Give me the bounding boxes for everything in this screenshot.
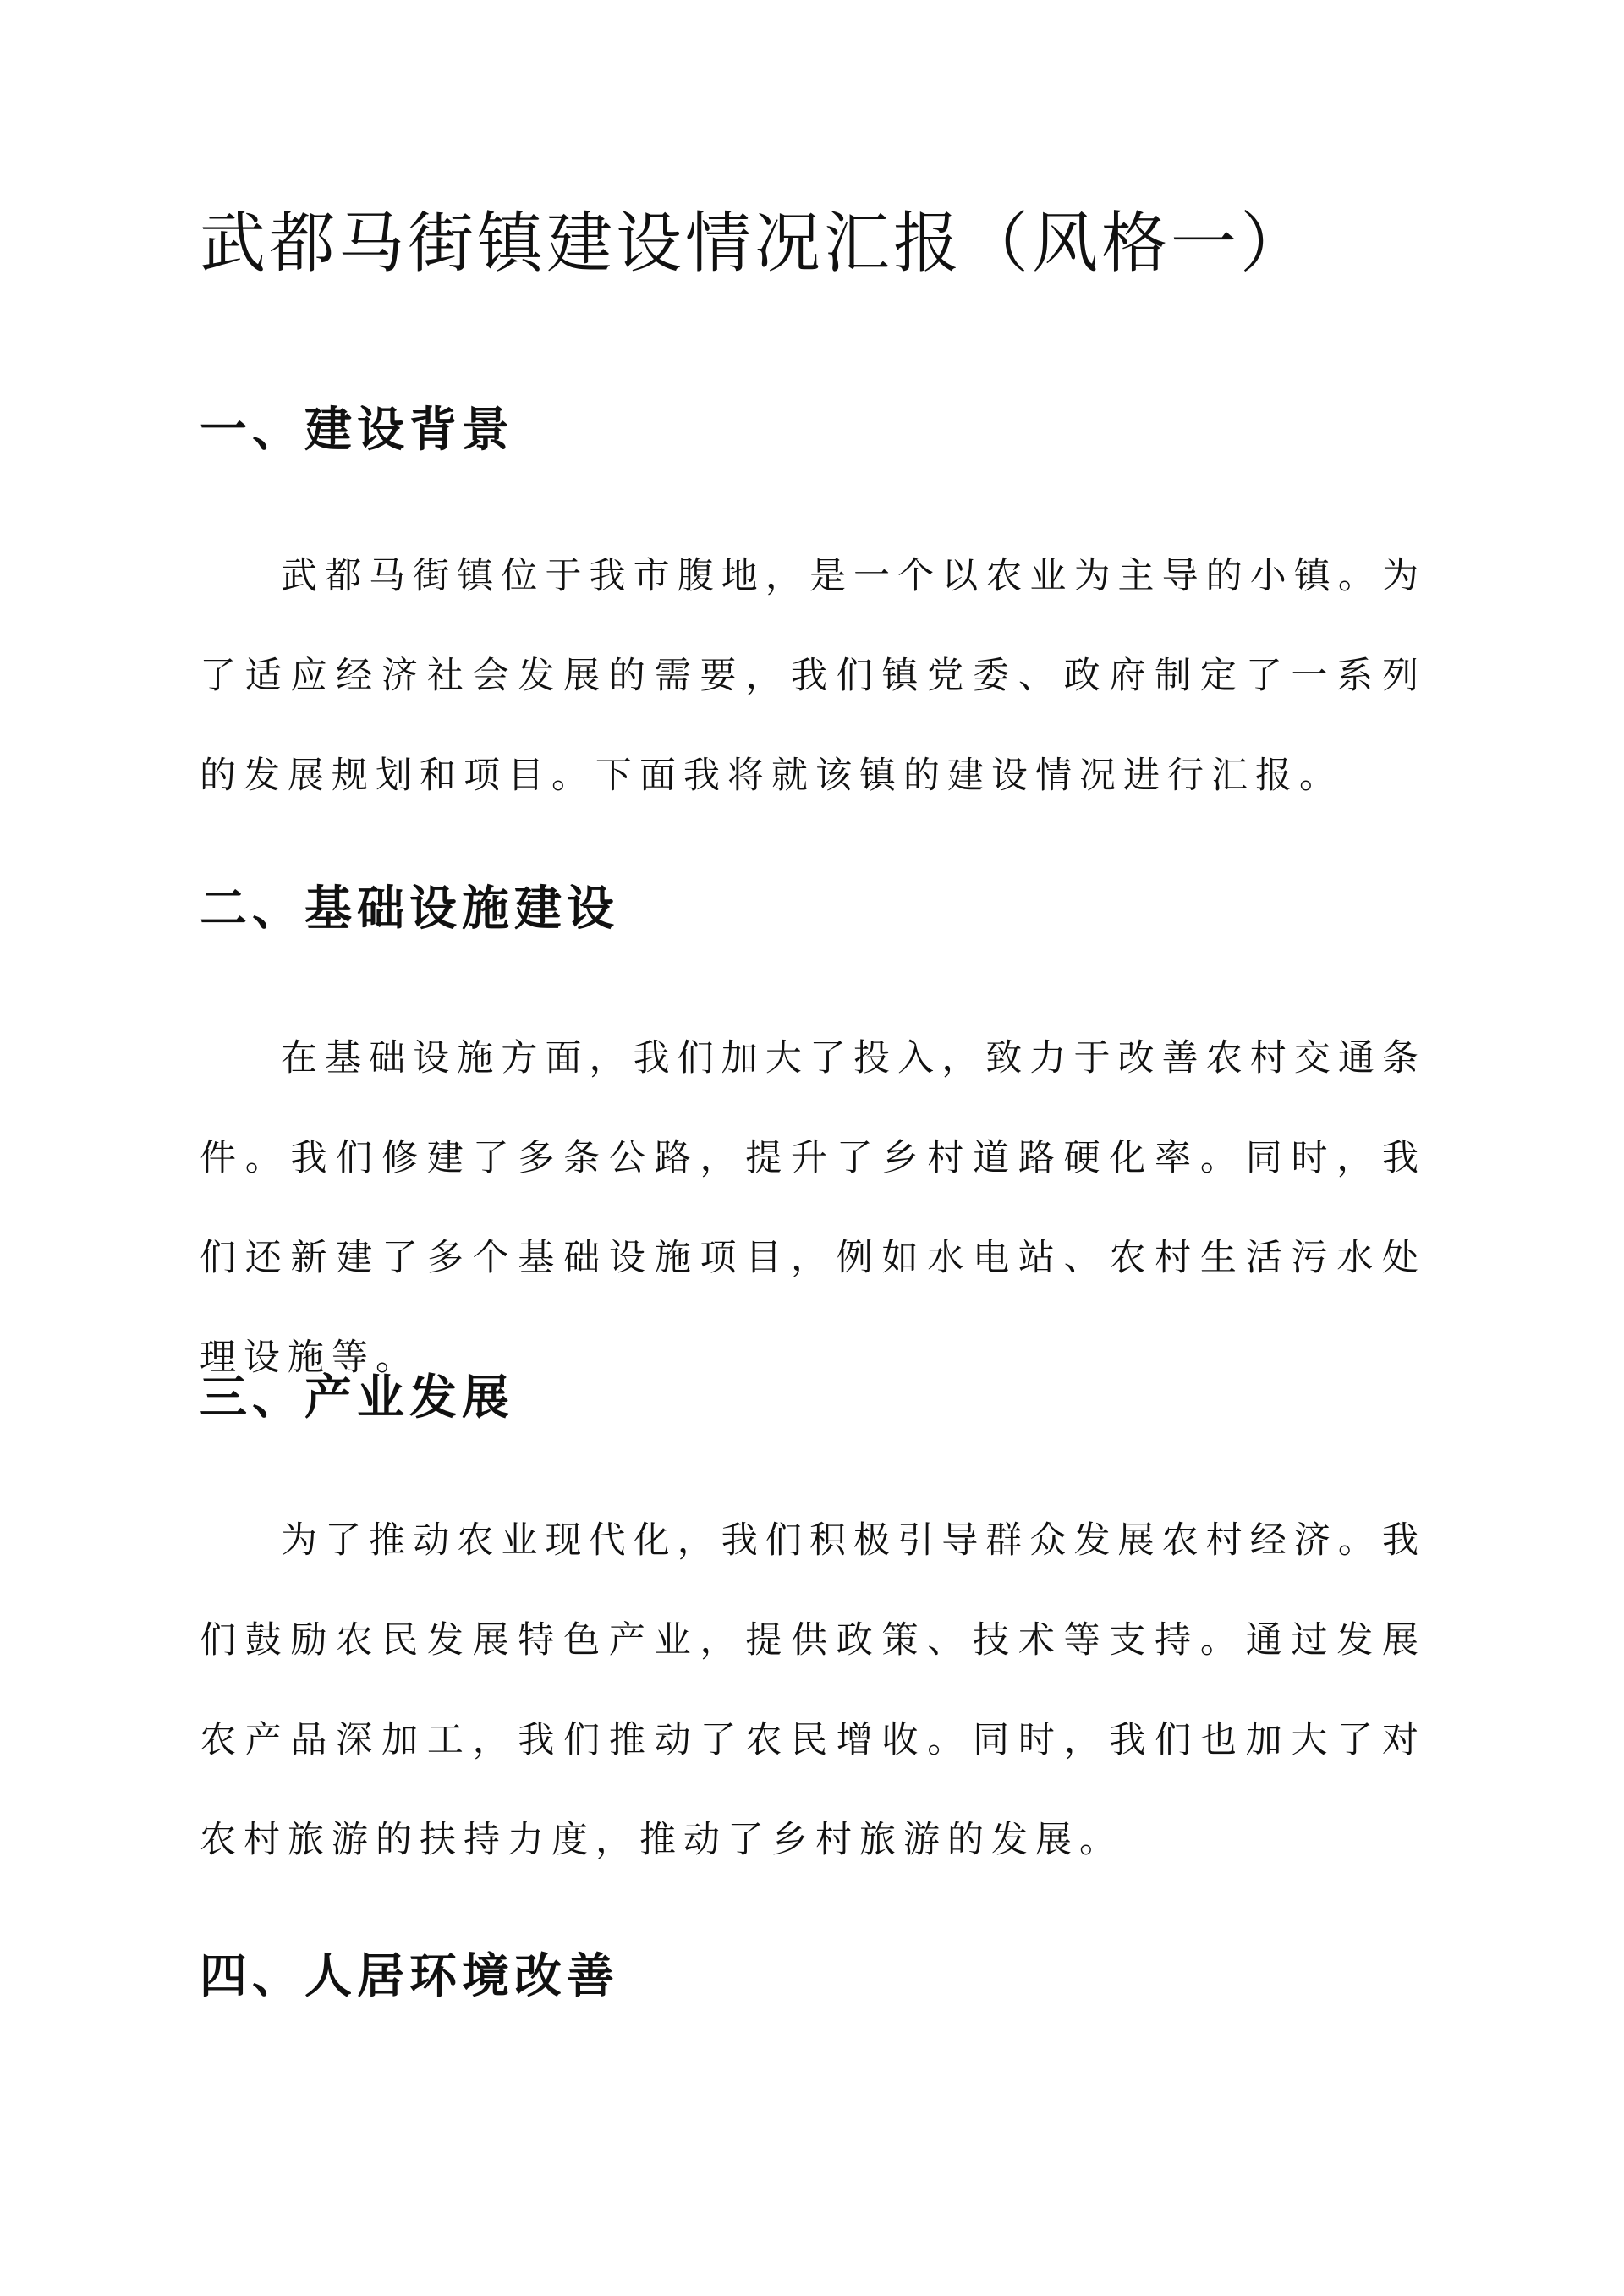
section-heading-background: 一、建设背景 [200, 402, 514, 458]
section-paragraph-background: 武都马街镇位于我市腹地，是一个以农业为主导的小镇。为了适应经济社会发展的需要，我们镇党委、政府制定了一系列的发展规划和项目。下面我将就该镇的建设情况进行汇报。 [200, 555, 1426, 797]
document-title: 武都马街镇建设情况汇报（风格一） [200, 206, 1310, 282]
section-heading-industry: 三、产业发展 [200, 1370, 514, 1425]
section-heading-infrastructure: 二、基础设施建设 [200, 881, 619, 937]
document-page [200, 0, 1426, 2296]
section-heading-living-environment: 四、人居环境改善 [200, 1948, 619, 2004]
section-paragraph-industry: 为了推动农业现代化，我们积极引导群众发展农村经济。我们鼓励农民发展特色产业，提供政策、技术等支持。通过发展农产品深加工，我们推动了农民增收。同时，我们也加大了对农村旅游的扶持力度，推动了乡村旅游的发展。 [200, 1519, 1426, 1861]
section-paragraph-infrastructure: 在基础设施方面，我们加大了投入，致力于改善农村交通条件。我们修建了多条公路，提升了乡村道路硬化率。同时，我们还新建了多个基础设施项目，例如水电站、农村生活污水处理设施等。 [200, 1037, 1426, 1379]
